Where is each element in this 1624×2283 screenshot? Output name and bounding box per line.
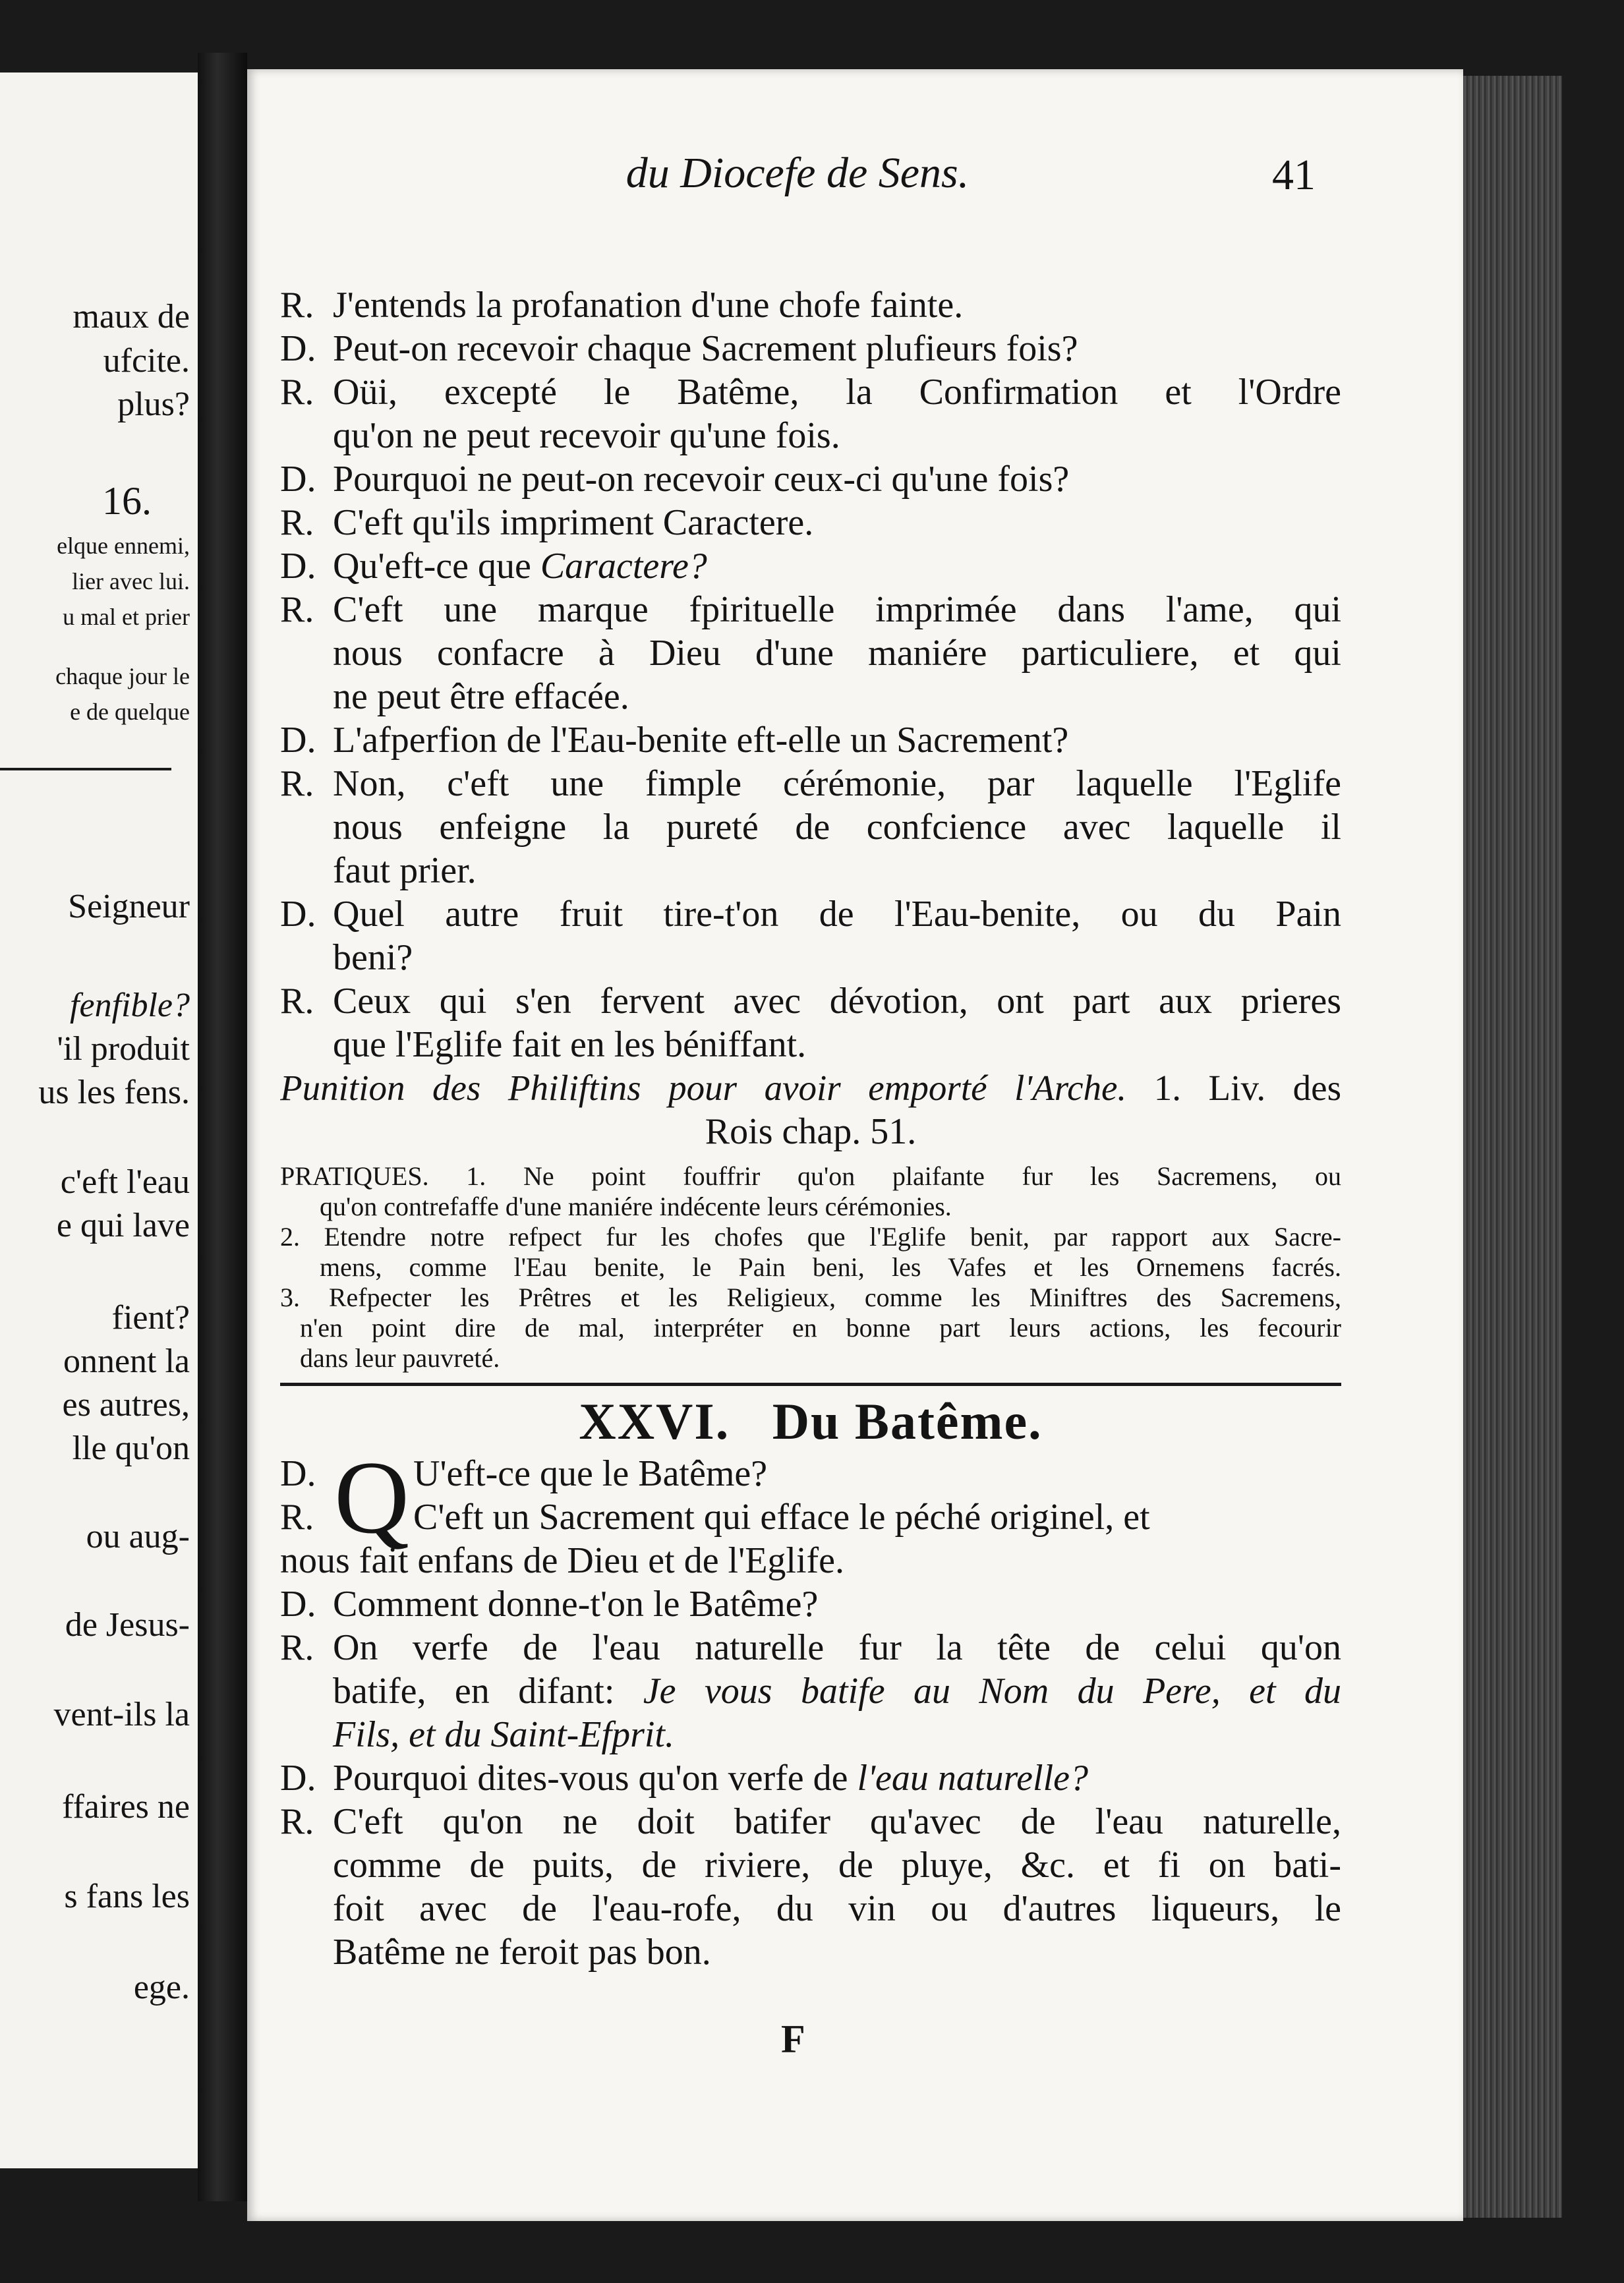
question-continuation: beni? [333,937,413,978]
punition-line [280,1066,1341,1110]
page-number: 41 [1272,151,1316,199]
answer-line [280,1626,1341,1669]
pratique-line: qu'on contrefaffe d'une maniére indécente leurs cérémonies. [320,1192,952,1221]
question-line [280,544,1341,588]
left-fragment: maux de [72,298,190,335]
baptismal-formula: Je vous batife au Nom du Pere, et du [643,1671,1341,1712]
question-text: Peut-on recevoir chaque Sacrement plufieurs fois? [333,328,1078,369]
answer-continuation [280,1669,1341,1713]
left-rule [0,768,171,770]
answer-text: C'eft un Sacrement qui efface le péché originel, et [413,1497,1150,1538]
punition-italic: Punition des Philiftins pour avoir emporté l'Arche. [280,1068,1127,1108]
left-fragment: s fans les [64,1878,190,1915]
running-title: du Diocefe de Sens. [625,149,970,197]
answer-continuation: comme de puits, de riviere, de pluye, &c. et fi on bati- [333,1845,1341,1886]
question-label: D. [280,894,316,935]
page-edge [1463,76,1562,2218]
answer-line [280,762,1341,805]
left-fragment: elque ennemi, [57,533,190,559]
question-text: Pourquoi dites-vous qu'on verfe de [333,1758,857,1799]
answer-line [280,1495,1341,1539]
left-fragment: fient? [111,1299,190,1337]
answer-label: R. [280,763,314,804]
question-label: D. [280,1584,316,1625]
answer-text: Ceux qui s'en fervent avec dévotion, ont part aux prieres [333,981,1341,1022]
pratiques-block [280,1161,1341,1373]
question-label: D. [280,1758,316,1799]
text-block [280,283,1341,1974]
pratique-line: mens, comme l'Eau benite, le Pain beni, les Vafes et les Ornemens facrés. [320,1252,1341,1282]
question-italic: Caractere? [540,546,707,587]
punition-line-2: Rois chap. 51. [705,1111,917,1152]
answer-text: C'eft qu'on ne doit batifer qu'avec de l'eau naturelle, [333,1801,1341,1842]
pratique-line: PRATIQUES. 1. Ne point fouffrir qu'on plaifante fur les Sacremens, ou [280,1161,1341,1191]
answer-line [280,588,1341,631]
question-text: L'afperfion de l'Eau-benite eft-elle un Sacrement? [333,720,1069,761]
left-facing-page [0,72,198,2168]
left-fragment: e de quelque [70,699,190,725]
left-fragment: e qui lave [56,1207,190,1244]
question-text: Pourquoi ne peut-on recevoir ceux-ci qu'une fois? [333,459,1070,500]
answer-label: R. [280,372,314,413]
question-label: D. [280,720,316,761]
answer-text: Oüi, excepté le Batême, la Confirmation et l'Ordre [333,372,1341,413]
question-line [280,327,1341,370]
answer-label: R. [280,1497,314,1538]
answer-text: batife, en difant: [333,1671,643,1712]
left-fragment: onnent la [63,1343,190,1380]
left-fragment: plus? [117,386,190,423]
pratique-line: 3. Refpecter les Prêtres et les Religieux, comme les Miniftres des Sacremens, [280,1283,1341,1312]
question-line [280,1452,1341,1495]
left-fragment: de Jesus- [65,1606,190,1644]
drop-cap: Q [334,1440,410,1555]
answer-continuation: nous fait enfans de Dieu et de l'Eglife. [280,1540,845,1581]
answer-continuation: ne peut être effacée. [333,676,629,717]
book-gutter [198,53,247,2201]
left-fragment: chaque jour le [55,663,190,689]
answer-text: C'eft qu'ils impriment Caractere. [333,502,814,543]
left-fragment: 'il produit [57,1030,190,1068]
answer-label: R. [280,1627,314,1668]
answer-text: C'eft une marque fpirituelle imprimée dans l'ame, qui [333,589,1341,630]
question-text: Qu'eft-ce que [333,546,540,587]
question-label: D. [280,546,316,587]
answer-text: Non, c'eft une fimple cérémonie, par laquelle l'Eglife [333,763,1341,804]
left-fragment: ege. [133,1969,190,2006]
question-line [280,718,1341,762]
pratique-line: 2. Etendre notre refpect fur les chofes que l'Eglife benit, par rapport aux Sacre- [280,1222,1341,1252]
answer-label: R. [280,1801,314,1842]
answer-line [280,1800,1341,1843]
answer-label: R. [280,502,314,543]
left-fragment: lle qu'on [72,1430,190,1467]
left-fragment: ffaires ne [62,1788,190,1826]
answer-text: J'entends la profanation d'une chofe fainte. [333,285,964,326]
section-heading [280,1391,1341,1452]
answer-text: On verfe de l'eau naturelle fur la tête de celui qu'on [333,1627,1341,1668]
bateme-qa [280,1440,1341,1555]
question-line [280,1756,1341,1800]
punition-reference: 1. Liv. des [1126,1068,1341,1108]
answer-label: R. [280,981,314,1022]
question-text: Comment donne-t'on le Batême? [333,1584,819,1625]
question-label: D. [280,459,316,500]
answer-continuation: que l'Eglife fait en les béniffant. [333,1024,807,1065]
answer-line [280,283,1341,327]
answer-continuation: qu'on ne peut recevoir qu'une fois. [333,415,840,456]
answer-continuation: Fils, et du Saint-Efprit. [333,1714,674,1755]
question-italic: l'eau naturelle? [857,1758,1089,1799]
question-text: U'eft-ce que le Batême? [413,1453,768,1494]
pratique-line: n'en point dire de mal, interpréter en bonne part leurs actions, les fecourir [300,1313,1341,1343]
question-line [280,892,1341,936]
answer-continuation: nous enfeigne la pureté de confcience avec laquelle il [333,807,1341,848]
left-fragment: ufcite. [103,342,190,380]
question-line [280,457,1341,501]
answer-continuation: Batême ne feroit pas bon. [333,1932,711,1973]
left-fragment: lier avec lui. [72,568,190,594]
left-fragment: es autres, [62,1386,190,1424]
answer-line [280,501,1341,544]
left-fragment: us les fens. [38,1074,190,1111]
left-fragment: vent-ils la [53,1696,190,1733]
section-number: XXVI. [579,1393,730,1450]
question-label: D. [280,328,316,369]
question-label: D. [280,1453,316,1494]
answer-continuation: foit avec de l'eau-rofe, du vin ou d'autres liqueurs, le [333,1888,1341,1929]
left-fragment: Seigneur [68,888,190,925]
answer-continuation: faut prier. [333,850,477,891]
answer-label: R. [280,285,314,326]
left-fragment: u mal et prier [63,604,190,630]
left-fragment: c'eft l'eau [60,1163,190,1201]
question-text: Quel autre fruit tire-t'on de l'Eau-benite, ou du Pain [333,894,1341,935]
question-line [280,1582,1341,1626]
answer-label: R. [280,589,314,630]
pratique-line: dans leur pauvreté. [300,1343,500,1373]
left-fragment: fenfible? [70,987,190,1024]
left-fragment: 16. [102,479,152,523]
answer-line [280,979,1341,1023]
section-title: Du Batême. [772,1393,1043,1450]
section-rule [280,1383,1341,1386]
answer-continuation: nous confacre à Dieu d'une maniére particuliere, et qui [333,633,1341,674]
answer-line [280,370,1341,414]
left-fragment: ou aug- [86,1518,190,1555]
signature-mark: F [781,2017,805,2061]
